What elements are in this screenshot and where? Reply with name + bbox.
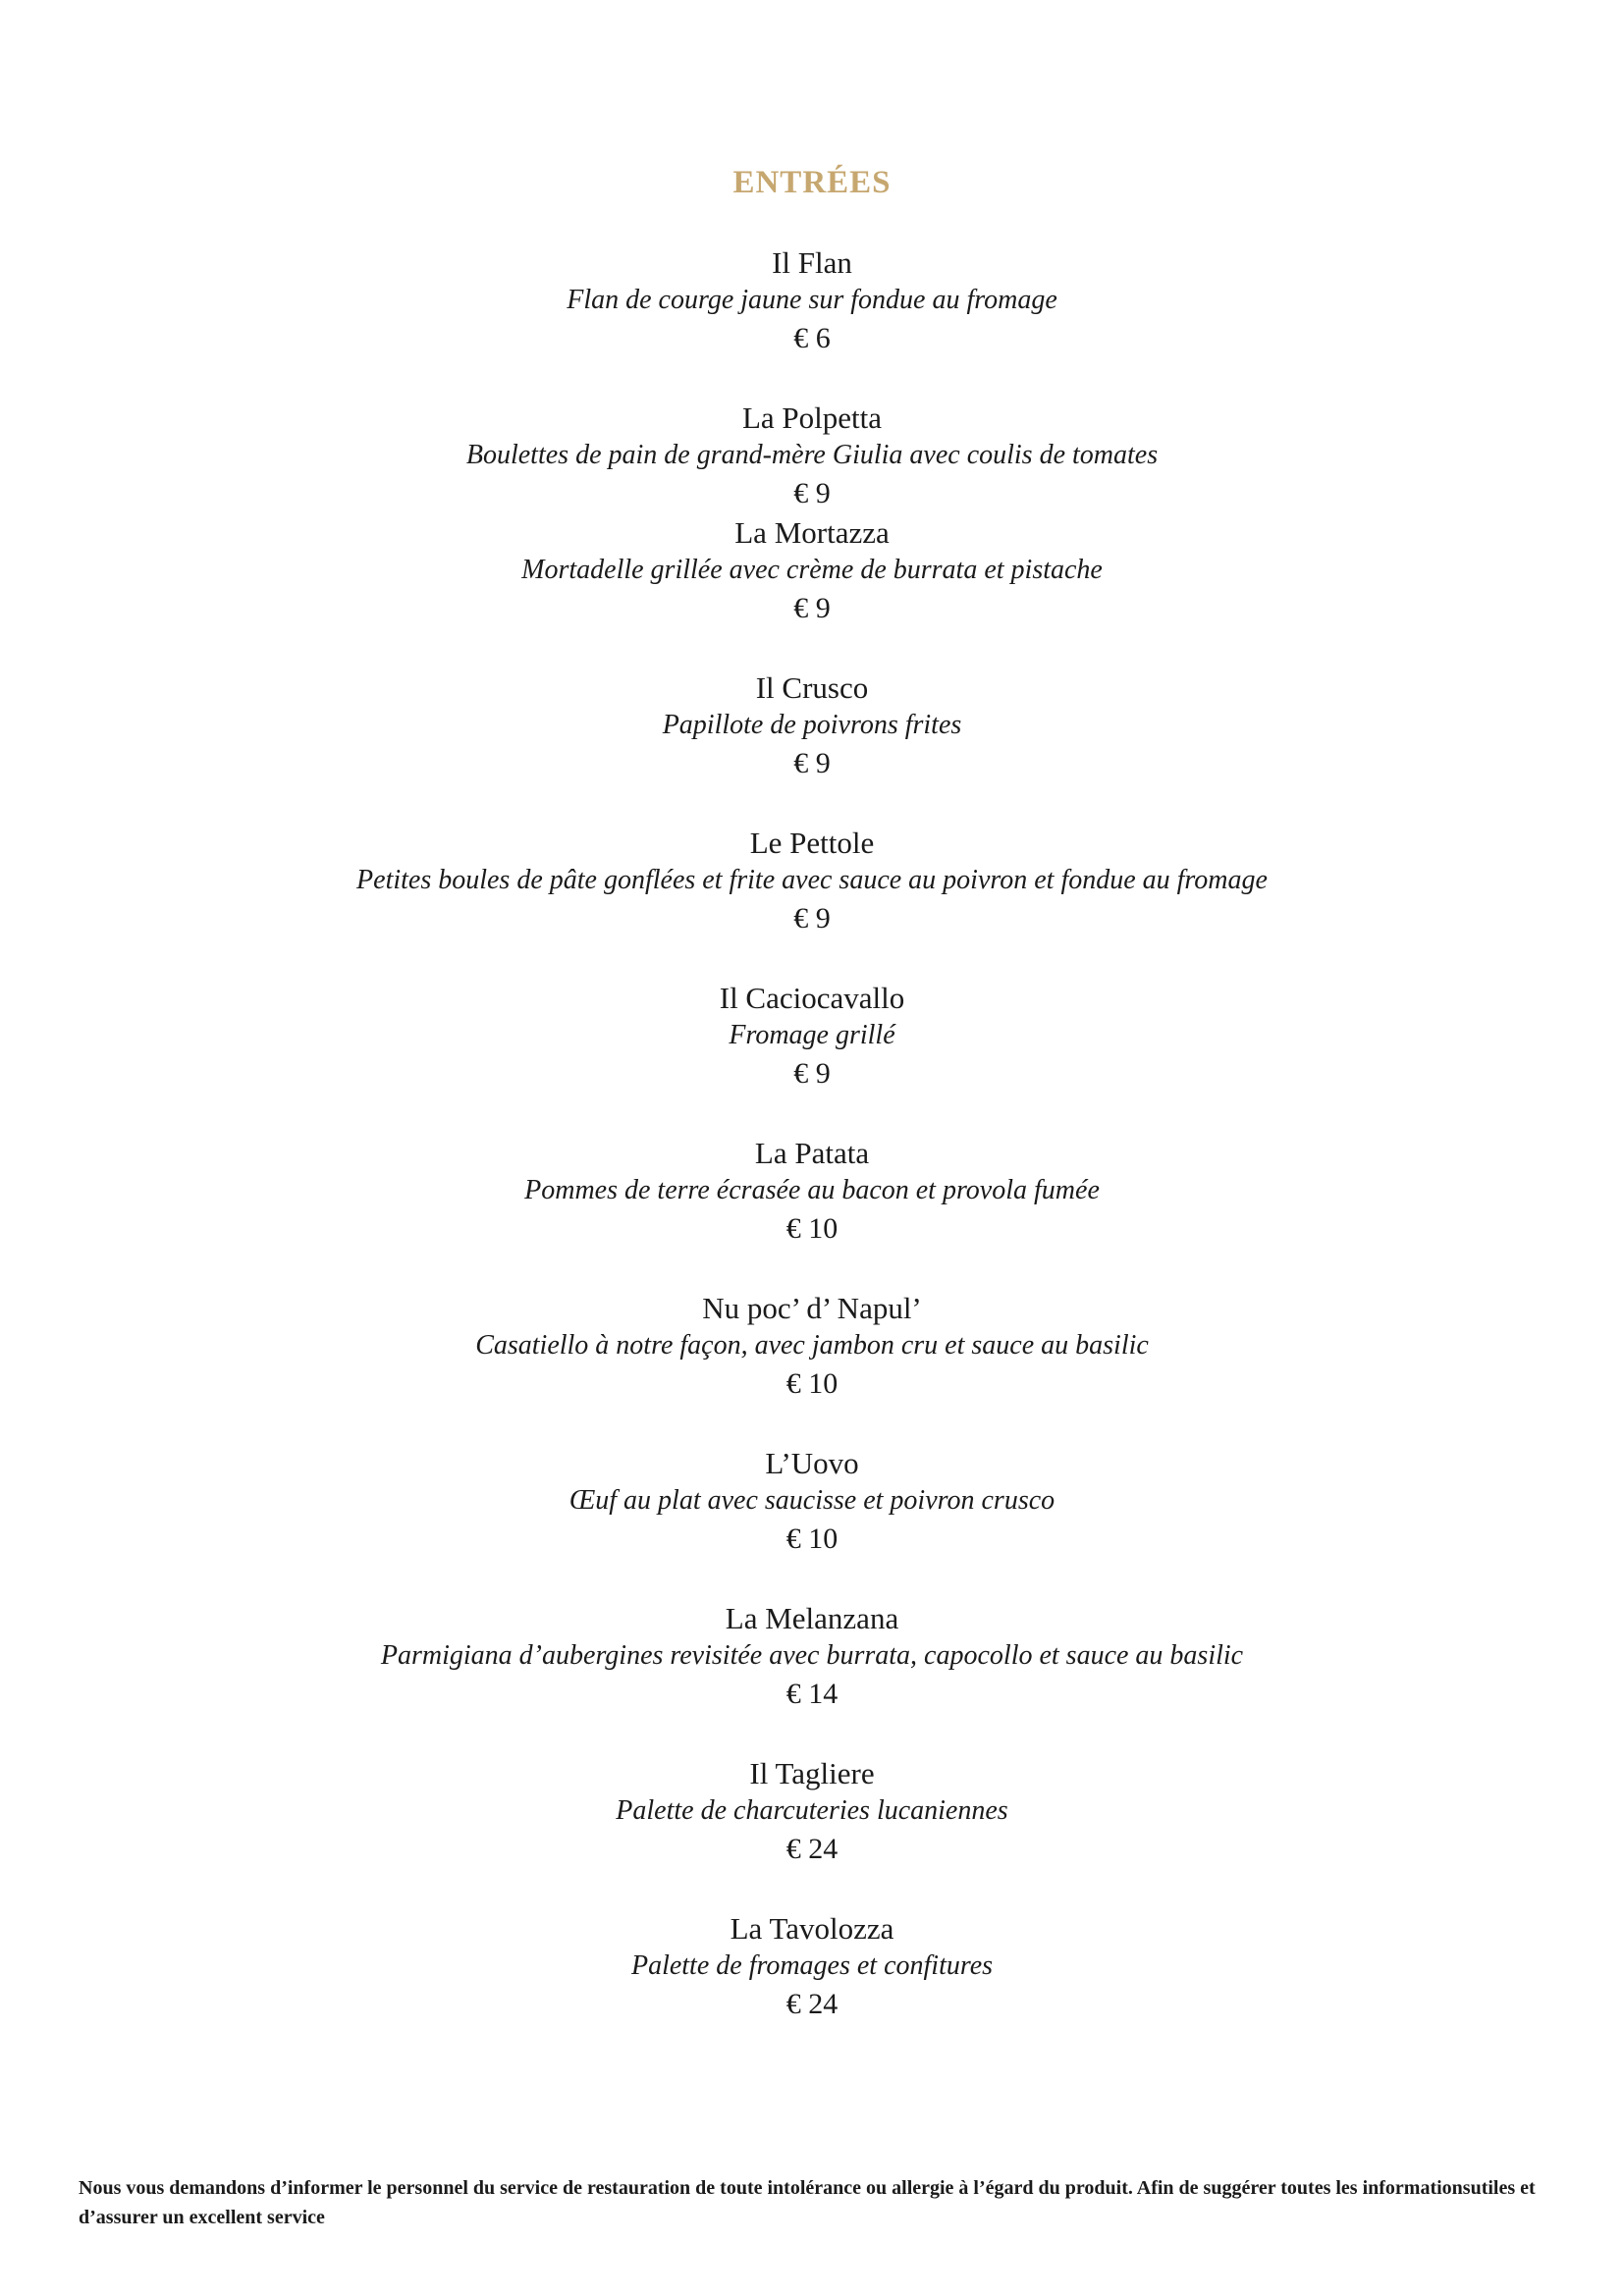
item-name: Nu poc’ d’ Napul’ [702, 1291, 922, 1325]
item-name: La Tavolozza [730, 1911, 894, 1946]
item-price: € 9 [793, 747, 831, 779]
item-description: Fromage grillé [729, 1020, 895, 1050]
menu-item [0, 1911, 1624, 2066]
item-name: La Mortazza [734, 515, 890, 550]
section-title: ENTRÉES [732, 165, 892, 200]
item-name: La Patata [754, 1136, 870, 1170]
menu-item [0, 826, 1624, 981]
item-description: Papillote de poivrons frites [662, 710, 962, 740]
menu-item [0, 1136, 1624, 1291]
item-description: Casatiello à notre façon, avec jambon cru et sauce au basilic [475, 1330, 1149, 1361]
item-description: Œuf au plat avec saucisse et poivron crusco [568, 1485, 1056, 1516]
item-name: La Polpetta [741, 400, 883, 435]
item-description: Palette de fromages et confitures [630, 1950, 994, 1981]
menu-item [0, 1601, 1624, 1756]
item-description: Mortadelle grillée avec crème de burrata et pistache [521, 555, 1103, 585]
item-name: Il Crusco [755, 670, 869, 705]
item-name: Il Caciocavallo [719, 981, 905, 1015]
item-price: € 10 [785, 1212, 839, 1245]
item-price: € 6 [793, 322, 831, 354]
item-name: Le Pettole [749, 826, 875, 860]
item-name: La Melanzana [725, 1601, 899, 1635]
menu-item [0, 981, 1624, 1136]
item-description: Palette de charcuteries lucaniennes [616, 1795, 1008, 1826]
menu-items-list [0, 245, 1624, 2066]
menu-item [0, 1446, 1624, 1601]
item-description: Parmigiana d’aubergines revisitée avec burrata, capocollo et sauce au basilic [380, 1640, 1244, 1671]
item-price: € 24 [785, 1988, 839, 2020]
item-name: L’Uovo [765, 1446, 859, 1480]
item-price: € 14 [785, 1678, 839, 1710]
item-price: € 9 [793, 1057, 831, 1090]
menu-item [0, 1291, 1624, 1446]
item-price: € 9 [793, 592, 831, 624]
item-price: € 10 [785, 1522, 839, 1555]
item-description: Boulettes de pain de grand-mère Giulia avec coulis de tomates [465, 440, 1159, 470]
menu-item [0, 1756, 1624, 1911]
menu-item [0, 400, 1624, 515]
item-description: Pommes de terre écrasée au bacon et provola fumée [524, 1175, 1100, 1205]
item-price: € 10 [785, 1367, 839, 1400]
item-price: € 24 [785, 1833, 839, 1865]
item-price: € 9 [793, 477, 831, 509]
item-price: € 9 [793, 902, 831, 934]
item-name: Il Flan [772, 245, 852, 280]
item-description: Petites boules de pâte gonflées et frite avec sauce au poivron et fondue au fromage [356, 865, 1268, 895]
menu-item [0, 515, 1624, 670]
menu-item [0, 245, 1624, 400]
allergy-notice: Nous vous demandons d’informer le personnel du service de restauration de toute intolérance ou allergie à l’égard du produit. Afin de suggérer toutes les informationsutiles et d’assurer un excellent service [79, 2177, 1536, 2228]
item-description: Flan de courge jaune sur fondue au fromage [567, 285, 1057, 315]
item-name: Il Tagliere [749, 1756, 875, 1790]
menu-item [0, 670, 1624, 826]
